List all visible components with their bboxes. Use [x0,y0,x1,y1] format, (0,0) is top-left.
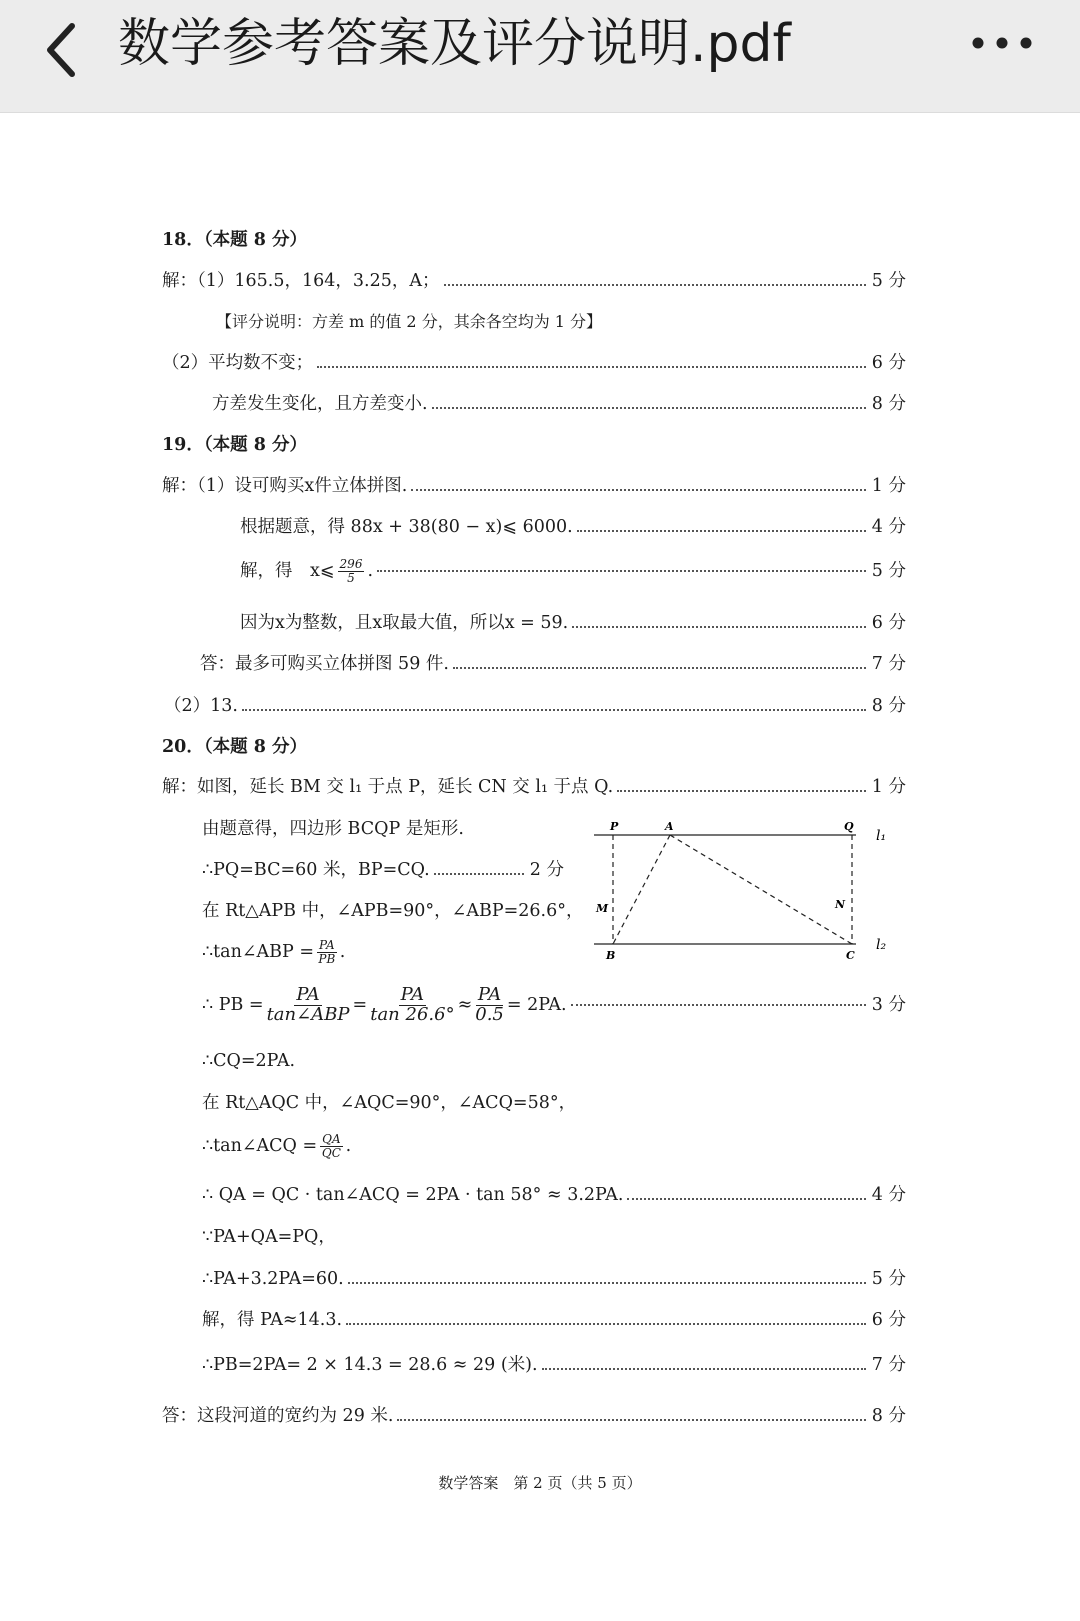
q19-line-4 [240,610,906,636]
segment-ab [613,835,670,944]
q20-line-12 [202,1266,906,1292]
q20-line-10 [202,1182,906,1208]
dot-leader [242,709,866,711]
dot-leader [577,530,866,532]
answer-text: . [367,561,374,582]
q18-scoring-note: 【评分说明：方差 m 的值 2 分，其余各空均为 1 分】 [216,312,603,331]
answer-text: ∴tan∠ABP = [202,942,315,963]
page-footer: 数学答案 第 2 页（共 5 页） [438,1474,642,1492]
fraction-numerator: 296 [339,557,363,571]
fraction-denominator: tan∠ABP [266,1003,350,1025]
answer-text: （2）13. [164,696,238,716]
score-label: 3 分 [871,995,906,1016]
score-label: 6 分 [871,613,906,633]
score-label: 2 分 [529,860,564,880]
dot-leader [432,407,866,409]
dot-leader [542,1368,866,1370]
dot-leader [617,790,866,792]
q20-line-4: 在 Rt△APB 中，∠APB=90°，∠ABP=26.6°， [202,901,584,921]
answer-text: 答：这段河道的宽约为 29 米. [162,1406,394,1426]
fraction-denominator: 5 [347,570,355,585]
score-label: 4 分 [871,517,906,537]
score-label: 5 分 [871,271,906,291]
fraction [370,986,454,1025]
dot-leader [434,873,524,875]
chevron-left-icon [30,12,100,82]
score-label: 6 分 [871,353,906,373]
answer-text: 解：如图，延长 BM 交 l₁ 于点 P，延长 CN 交 l₁ 于点 Q. [162,777,614,797]
q20-line-13 [202,1307,906,1333]
segment-ac [670,835,852,944]
fraction-numerator: PA [296,984,320,1005]
label-l1: l₁ [876,828,887,844]
q20-line-5 [202,939,345,965]
score-label: 5 分 [871,561,906,582]
fraction-denominator: PB [318,951,336,966]
q20-line-11: ∵PA+QA=PQ， [202,1227,336,1247]
score-label: 5 分 [871,1269,906,1289]
dot-leader [444,284,867,286]
q18-line-1 [162,268,906,294]
score-label: 7 分 [871,654,906,674]
dot-leader [627,1198,866,1200]
score-label: 8 分 [871,394,906,414]
label-q: Q [844,820,854,833]
fraction [475,986,504,1025]
dot-leader [397,1419,866,1421]
answer-text: ∴ PB = [202,995,264,1016]
q19-line-2 [240,514,906,540]
answer-text: （2）平均数不变； [162,353,314,373]
q20-line-7: ∴CQ=2PA. [202,1051,296,1071]
score-label: 4 分 [871,1185,906,1205]
score-label: 8 分 [871,696,906,716]
q19-line-1 [162,473,906,499]
answer-text: = 2PA. [506,995,567,1016]
score-label: 8 分 [871,1406,906,1426]
q18-line-3 [212,391,906,417]
answer-text: ∴PB=2PA= 2 × 14.3 = 28.6 ≈ 29 (米). [202,1355,538,1375]
q20-line-2: 由题意得，四边形 BCQP 是矩形. [202,819,464,839]
answer-text: 因为x为整数，且x取最大值，所以x = 59. [240,613,569,633]
dot-leader [346,1323,866,1325]
more-button[interactable] [964,20,1044,66]
label-c: C [846,949,855,962]
q18-line-2 [162,350,906,376]
fraction-numerator: PA [477,984,502,1005]
fraction-denominator: tan 26.6° [370,1003,455,1025]
answer-text: ∴PA+3.2PA=60. [202,1269,344,1289]
label-n: N [835,898,846,911]
q20-line-1 [162,774,906,800]
dot-leader [348,1282,866,1284]
answer-text: 解：（1）设可购买x件立体拼图. [162,476,408,496]
label-a: A [665,820,674,833]
dot-leader [453,667,866,669]
q20-line-8: 在 Rt△AQC 中，∠AQC=90°，∠ACQ=58°， [202,1093,577,1113]
q20-heading: 20．（本题 8 分） [162,737,307,757]
answer-text: . [339,942,346,963]
answer-text: ∴PQ=BC=60 米，BP=CQ. [202,860,430,880]
q19-heading: 19．（本题 8 分） [162,435,307,455]
q20-line-9 [202,1133,351,1159]
answer-text: 方差发生变化，且方差变小. [212,394,428,414]
answer-text: 答：最多可购买立体拼图 59 件. [200,654,449,674]
q20-line-3 [202,857,564,883]
fraction-numerator: PA [319,938,335,952]
q20-line-6 [202,986,906,1025]
approx-sign: ≈ [457,995,473,1016]
q19-line-5 [200,651,906,677]
score-label: 1 分 [871,476,906,496]
answer-text: 解：（1）165.5，164，3.25，A； [162,271,440,291]
score-label: 7 分 [871,1355,906,1375]
back-button[interactable] [30,12,100,82]
answer-text: . [345,1136,352,1157]
q19-line-3 [240,558,906,584]
document-title: 数学参考答案及评分说明.pdf [118,14,791,74]
label-m: M [596,902,609,915]
app-bar [0,0,1080,113]
label-p: P [610,820,619,833]
fraction-denominator: QC [321,1145,341,1160]
river-width-figure [588,818,898,968]
q18-heading: 18．（本题 8 分） [162,230,307,250]
fraction-numerator: PA [400,984,425,1005]
fraction [338,558,365,584]
equals-sign: = [352,995,368,1016]
answer-text: ∴tan∠ACQ = [202,1136,318,1157]
answer-text: 解，得 x⩽ [240,561,335,582]
dot-leader [411,489,866,491]
fraction [317,939,337,965]
dot-leader [571,1004,866,1006]
score-label: 1 分 [871,777,906,797]
more-horizontal-icon [964,20,1044,66]
q20-line-15 [162,1403,906,1429]
dot-leader [317,366,866,368]
score-label: 6 分 [871,1310,906,1330]
fraction [320,1133,343,1159]
fraction [267,986,350,1025]
answer-text: 解，得 PA≈14.3. [202,1310,343,1330]
fraction-numerator: QA [322,1132,341,1146]
label-l2: l₂ [876,937,887,953]
label-b: B [606,949,616,962]
answer-text: 根据题意，得 88x + 38(80 − x)⩽ 6000. [240,517,573,537]
answer-text: ∴ QA = QC · tan∠ACQ = 2PA · tan 58° ≈ 3.2PA. [202,1185,624,1205]
fraction-denominator: 0.5 [475,1003,504,1025]
dot-leader [377,570,866,572]
dot-leader [572,626,866,628]
pdf-page[interactable] [0,113,1080,1621]
q20-line-14 [202,1352,906,1378]
q19-line-6 [164,693,906,719]
